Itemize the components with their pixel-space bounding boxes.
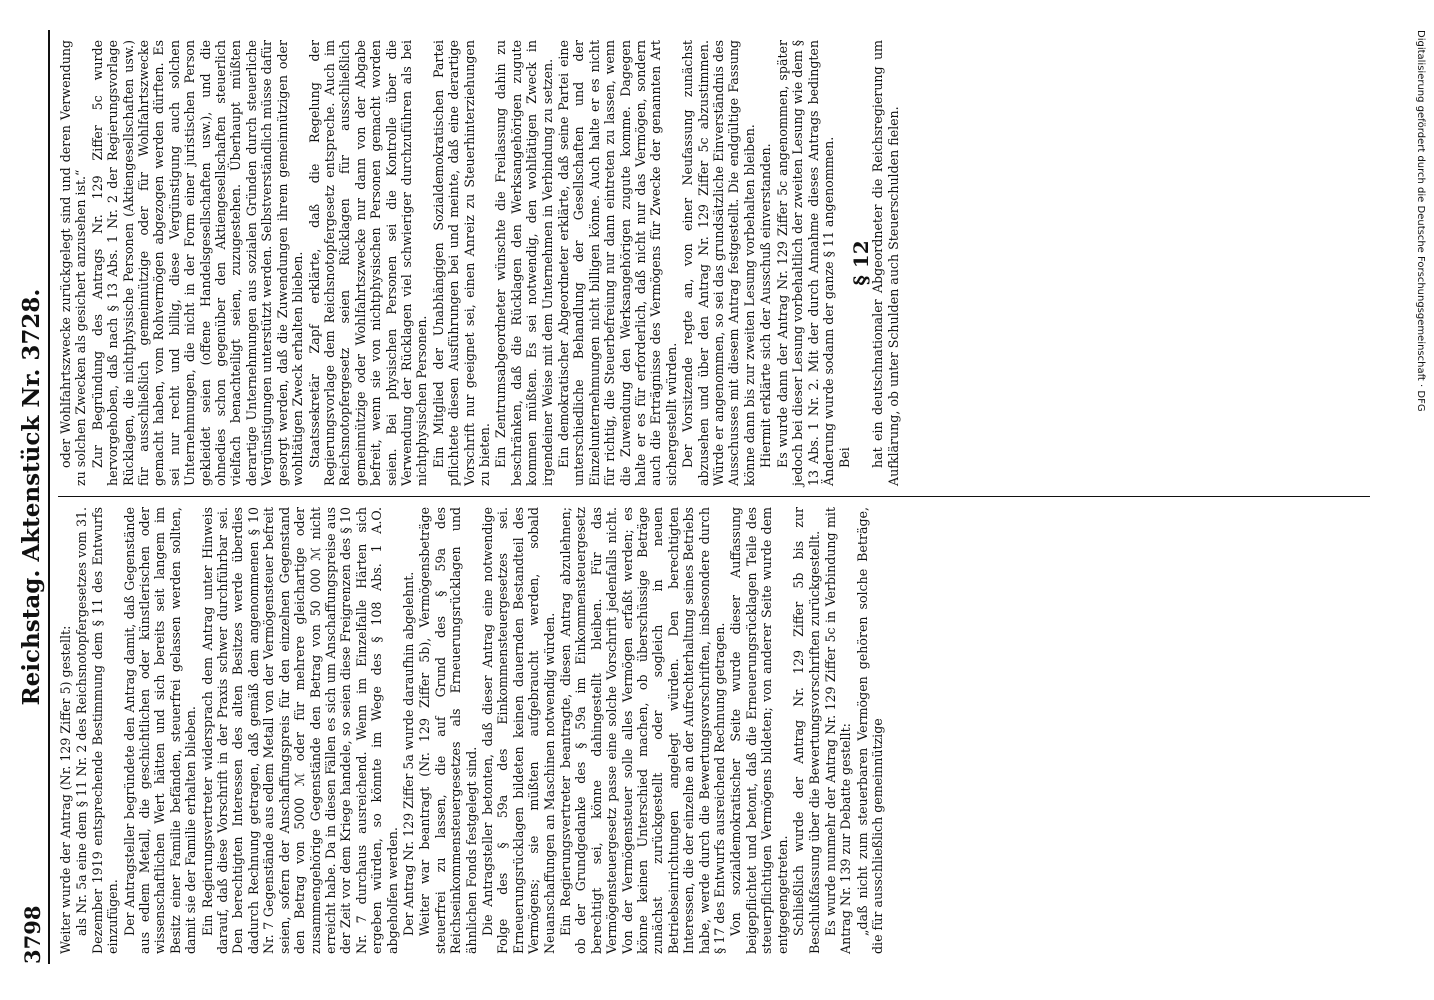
funding-note: Digitalisierung gefördert durch die Deutsche Forschungsgemeinschaft · DFG <box>1415 30 1426 412</box>
paragraph: Ein Regierungsvertreter widersprach dem Antrag unter Hinweis darauf, daß diese Vorschrift in der Praxis schwer durchführbar sei. Den berechtigten Interessen des alten Besitzes werde überdies dadurch Rechnung getragen, daß gemäß dem angenommenen § 10 Nr. 7 Gegenstände aus edlem Metall von der Vermögensteuer befreit seien, sofern der Anschaffungspreis für den einzelnen Gegenstand den Betrag von 5000 ℳ oder für mehrere gleichartige oder zusammengehörige Gegenstände den Betrag von 50 000 ℳ nicht erreicht habe. Da in diesen Fällen es sich um Anschaffungspreise aus der Zeit vor dem Kriege handele, so seien diese Freigrenzen des § 10 Nr. 7 durchaus ausreichend. Wenn im Einzelfalle Härten sich ergeben würden, so könnte im Wege des § 108 Abs. 1 A.O. abgeholfen werden. <box>199 507 400 954</box>
paragraph: Der Vorsitzende regte an, von einer Neufassung zunächst abzusehen und über den Antrag Nr. 129 Ziffer 5c abzustimmen. Würde er angenommen, so sei das grundsätzliche Einverständnis des Ausschusses mit diesem Antrag festgestellt. Die endgültige Fassung könne dann bis zur zweiten Lesung vorbehalten bleiben. <box>680 40 757 486</box>
page-header <box>14 30 50 964</box>
paragraph: Weiter wurde der Antrag (Nr. 129 Ziffer 5) gestellt: <box>58 625 73 954</box>
paragraph: oder Wohlfahrtszwecke zurückgelegt sind und deren Verwendung zu solchen Zwecken als gesichert anzusehen ist.“ <box>58 40 89 486</box>
paragraph: Es wurde nunmehr der Antrag Nr. 129 Ziffer 5c in Verbindung mit Antrag Nr. 139 zur Debatte gestellt: <box>822 507 854 954</box>
paragraph: Staatssekretär Zapf erklärte, daß die Regelung der Regierungsvorlage dem Reichsnotopfergesetz entspreche. Auch im Reichsnotopfergesetz seien Rücklagen für ausschließlich gemeinnützige oder Wohlfahrtszwecke nur dann von der Abgabe befreit, wenn sie von nichtphysischen Personen gemacht worden seien. Bei physischen Personen sei die Kontrolle über die Verwendung der Rücklagen viel schwieriger durchzuführen als bei nichtphysischen Personen. <box>306 40 430 486</box>
digitization-note <box>1406 30 1430 630</box>
paragraph: Hiermit erklärte sich der Ausschuß einverstanden. <box>758 143 774 468</box>
paragraph: Weiter war beantragt (Nr. 129 Ziffer 5b), Vermögensbeträge steuerfrei zu lassen, die auf Grund des § 59a des Reichseinkommensteuergesetzes als Erneuerungsrücklagen und ähnlichen Fonds festgelegt sind. <box>417 507 479 954</box>
paragraph: Der Antragsteller begründete den Antrag damit, daß Gegenstände aus edlem Metall, die geschichtlichen oder künstlerischen oder wissenschaftlichen Wert hätten und sich bereits seit langem im Besitz einer Familie befänden, steuerfrei gelassen werden sollten, damit sie der Familie erhalten blieben. <box>121 507 199 954</box>
paragraph: Es wurde dann der Antrag Nr. 129 Ziffer 5c angenommen, später jedoch bei dieser Lesung vorbehaltlich der zweiten Lesung wie dem § 13 Abs. 1 Nr. 2. Mit der durch Annahme dieses Antrags bedingten Änderung wurde sodann der ganze § 11 angenommen. <box>774 40 836 486</box>
paragraph: als Nr. 5a eine dem § 11 Nr. 2 des Reichsnotopfergesetzes vom 31. Dezember 1919 entsprechende Bestimmung dem § 11 des Entwurfs einzufügen. <box>74 507 121 954</box>
text-columns <box>58 30 1370 964</box>
right-column <box>58 30 1370 497</box>
left-column <box>58 497 1370 964</box>
page-title: Reichstag. Aktenstück Nr. 3728. <box>18 288 45 706</box>
paragraph: Ein demokratischer Abgeordneter erklärte, daß seine Partei eine unterschiedliche Behandlung der Gesellschaften und der Einzelunternehmungen nicht billigen könne. Auch halte er es nicht für richtig, die Steuerbefreiung nur dann eintreten zu lassen, wenn die Zuwendung den Werksangehörigen zugute komme. Dagegen halte er es für erforderlich, daß nicht nur das Vermögen, sondern auch die Erträgnisse des Vermögens für Zwecke der genannten Art sichergestellt würden. <box>556 40 679 486</box>
page-number: 3798 <box>20 905 45 964</box>
paragraph: Ein Mitglied der Unabhängigen Sozialdemokratischen Partei pflichtete diesen Ausführungen bei und meinte, daß eine derartige Vorschrift nur geeignet sei, einen Anreiz zu Steuerhinterziehungen zu bieten. <box>430 40 492 486</box>
paragraph: Bei <box>837 447 853 468</box>
paragraph: Ein Zentrumsabgeordneter wünschte die Freilassung dahin zu beschränken, daß die Rücklagen den Werksangehörigen zugute kommen müßten. Es sei notwendig, den wohltätigen Zweck in irgendeiner Weise mit dem Unternehmen in Verbindung zu setzen. <box>493 40 555 486</box>
paragraph: Von sozialdemokratischer Seite wurde dieser Auffassung beigepflichtet und betont, daß die Erneuerungsrücklagen Teile des steuerpflichtigen Vermögens bildeten; von anderer Seite wurde dem entgegengetreten. <box>728 507 790 954</box>
paragraph: Die Antragsteller betonten, daß dieser Antrag eine notwendige Folge des § 59a des Einkommensteuergesetzes sei. Erneuerungsrücklagen bildeten keinen dauernden Bestandteil des Vermögens; sie müßten aufgebraucht werden, sobald Neuanschaffungen an Maschinen notwendig würden. <box>479 507 557 954</box>
paragraph: hat ein deutschnationaler Abgeordneter die Reichsregierung um Aufklärung, ob unter Schulden auch Steuerschulden fielen. <box>870 40 901 486</box>
paragraph: Der Antrag Nr. 129 Ziffer 5a wurde daraufhin abgelehnt. <box>400 571 416 936</box>
paragraph: „daß nicht zum steuerbaren Vermögen gehören solche Beträge, die für ausschließlich gemeinnützige <box>854 507 886 954</box>
paragraph: Zur Begründung des Antrags Nr. 129 Ziffer 5c wurde hervorgehoben, daß nach § 13 Abs. 1 Nr. 2 der Regierungsvorlage Rücklagen, die nichtphysische Personen (Aktiengesellschaften usw.) für ausschließlich gemeinnützige oder für Wohlfahrtszwecke gemacht haben, vom Rohvermögen abgezogen werden dürften. Es sei nur recht und billig, diese Vergünstigung auch solchen Unternehmungen, die nicht in der Form einer juristischen Person gekleidet seien (offene Handelsgesellschaften usw.), und die ohnedies schon gegenüber den Aktiengesellschaften steuerlich vielfach benachteiligt seien, zuzugestehen. Überhaupt müßten derartige Unternehmungen aus sozialen Gründen durch steuerliche Vergünstigungen unterstützt werden. Selbstverständlich müsse dafür gesorgt werden, daß die Zuwendungen ihrem gemeinnützigen oder wohltätigen Zweck erhalten blieben. <box>89 40 306 486</box>
paragraph: Schließlich wurde der Antrag Nr. 129 Ziffer 5b bis zur Beschlußfassung über die Bewertungsvorschriften zurückgestellt. <box>791 507 822 954</box>
section-heading: § 12 <box>848 240 873 286</box>
paragraph: Ein Regierungsvertreter beantragte, diesen Antrag abzulehnen; ob der Grundgedanke des § 59a im Einkommensteuergesetz berechtigt sei, könne dahingestellt bleiben. Für das Vermögensteuergesetz passe eine solche Vorschrift jedenfalls nicht. Von der Vermögensteuer solle alles Vermögen erfaßt werden; es könne keinen Unterschied machen, ob überschüssige Beträge zunächst zurückgestellt oder sogleich in neuen Betriebseinrichtungen angelegt würden. Den berechtigten Interessen, die der einzelne an der Aufrechterhaltung seines Betriebs habe, werde durch die Bewertungsvorschriften, insbesondere durch § 17 des Entwurfs ausreichend Rechnung getragen. <box>558 507 728 954</box>
